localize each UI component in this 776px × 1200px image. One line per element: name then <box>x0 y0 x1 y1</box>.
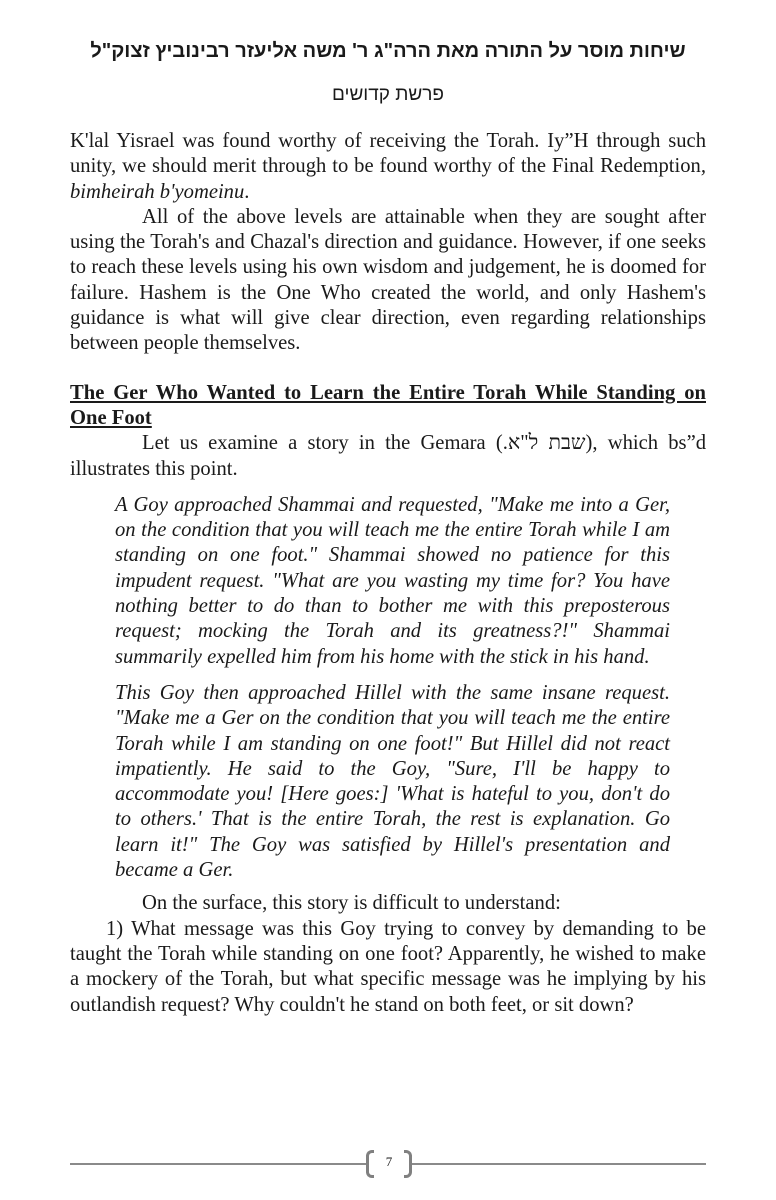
section-heading: The Ger Who Wanted to Learn the Entire Torah While Standing on One Foot <box>70 381 706 429</box>
quote-paragraph: A Goy approached Shammai and requested, "Make me into a Ger, on the condition that you will teach me the entire Torah while I am standing on one foot." Shammai showed no patience for this impudent request. "What are you wasting my time for? You have nothing better to do than to bother me with this preposterous request; mocking the Torah and its greatness?!" Shammai summarily expelled him from his home with the stick in his hand. <box>115 493 670 668</box>
text: Let us examine a story in the Gemara ( <box>142 432 503 455</box>
text: ), which bs”d illustrates this point. <box>70 432 707 480</box>
hebrew-citation: שבת ל"א. <box>502 432 586 455</box>
italic-text: , bimheirah b'yomeinu <box>70 155 706 203</box>
paragraph <box>70 129 706 205</box>
page-footer <box>70 1150 706 1180</box>
footer-rule-left <box>70 1163 366 1165</box>
bracket-left <box>366 1150 374 1178</box>
paragraph: All of the above levels are attainable when they are sought after using the Torah's and Chazal's direction and guidance. However, if one seeks to reach these levels using his own wisdom and judgement, he is doomed for failure. Hashem is the One Who created the world, and only Hashem's guidance is what will give clear direction, even regarding relationships between people themselves. <box>70 205 706 355</box>
page-number: 7 <box>385 1154 393 1169</box>
paragraph: On the surface, this story is difficult to understand: <box>142 892 561 915</box>
page-body <box>70 129 706 1018</box>
running-header-title: שיחות מוסר על התורה מאת הרה"ג ר' משה אליעזר רבינוביץ זצוק"ל <box>90 40 686 62</box>
text: . <box>244 180 250 203</box>
quote-paragraph: This Goy then approached Hillel with the same insane request. "Make me a Ger on the condition that you will teach me the entire Torah while I am standing on one foot!" But Hillel did not react impatiently. He said to the Goy, "Sure, I'll be happy to accommodate you! [Here goes:] 'What is hateful to you, don't do to others.' That is the entire Torah, the rest is explanation. Go learn it!" The Goy was satisfied by Hillel's presentation and became a Ger. <box>115 681 670 882</box>
block-quote <box>115 493 670 883</box>
paragraph <box>70 431 706 482</box>
bracket-right <box>404 1150 412 1178</box>
numbered-paragraph: 1) What message was this Goy trying to convey by demanding to be taught the Torah while standing on one foot? Apparently, he wished to make a mockery of the Torah, but what specific message was he implying by his outlandish request? Why couldn't he stand on both feet, or sit down? <box>70 917 706 1016</box>
running-header-parsha: פרשת קדושים <box>332 84 444 105</box>
text: K'lal Yisrael was found worthy of receiving the Torah. Iy”H through such unity, we should merit through to be found worthy of the Final Redemption <box>70 130 706 178</box>
footer-rule-right <box>412 1163 706 1165</box>
